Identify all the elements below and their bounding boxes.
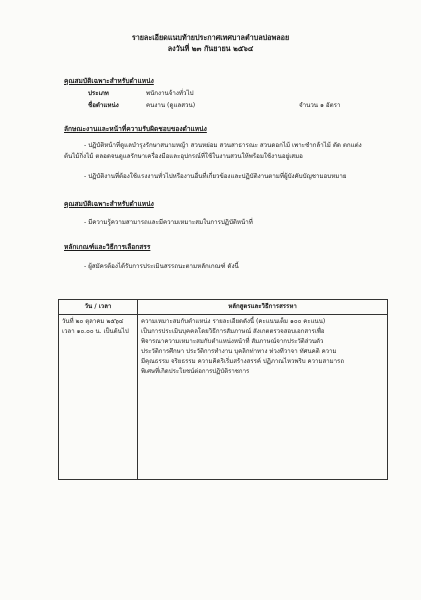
column-header-date: วัน / เวลา [59, 300, 138, 315]
table-row [59, 315, 388, 480]
method-line: ความเหมาะสมกับตำแหน่ง รายละเอียดดังนี้ (คะแนนเต็ม ๑๐๐ คะแนน) [141, 318, 326, 325]
duty-item-1-line-1: - ปฏิบัติหน้าที่ดูแลบำรุงรักษาสนามหญ้า สวนหย่อม สวนสาธารณะ สวนดอกไม้ เพาะชำกล้าไม้ ตัด ตกแต่ง [84, 142, 362, 149]
method-line: พิจารณาความเหมาะสมกับตำแหน่งหน้าที่ สัมภาษณ์จากประวัติส่วนตัว [141, 338, 324, 345]
specific-item: - มีความรู้ความสามารถและมีความเหมาะสมในการปฏิบัติหน้าที่ [84, 219, 253, 226]
duty-item-2: - ปฏิบัติงานที่ต้องใช้แรงงานทั่วไปหรืองานอื่นที่เกี่ยวข้องและปฏิบัติงานตามที่ผู้บังคับบัญชามอบหมาย [84, 173, 347, 180]
date-cell [59, 315, 138, 480]
method-line: มีคุณธรรม จริยธรรม ความคิดริเริ่มสร้างสรรค์ ปฏิภาณไหวพริบ ความสามารถ [141, 358, 345, 365]
section-heading-specific: คุณสมบัติเฉพาะสำหรับตำแหน่ง [64, 200, 154, 208]
type-value: พนักงานจ้างทั่วไป [146, 90, 194, 97]
column-header-method: หลักสูตรและวิธีการสรรหา [138, 300, 388, 315]
time-line: เวลา ๑๐.๐๐ น. เป็นต้นไป [62, 328, 129, 335]
position-label: ชื่อตำแหน่ง [88, 102, 119, 109]
criteria-text: - ผู้สมัครต้องได้รับการประเมินสรรถนะตามหลักเกณฑ์ ดังนี้ [84, 263, 239, 270]
section-heading-duties: ลักษณะงานและหน้าที่ความรับผิดชอบของตำแหน่ง [64, 125, 207, 133]
position-value: คนงาน (ดูแลสวน) [146, 102, 196, 109]
section-heading-criteria: หลักเกณฑ์และวิธีการเลือกสรร [64, 243, 151, 251]
position-count: จำนวน ๑ อัตรา [299, 102, 341, 109]
method-line: เป็นการประเมินบุคคลโดยวิธีการสัมภาษณ์ สังเกตตรวจสอบเอกสารเพื่อ [141, 328, 325, 335]
document-date: ลงวันที่ ๒๓ กันยายน ๒๕๖๔ [167, 44, 254, 53]
schedule-table [58, 299, 388, 480]
method-line: ประวัติการศึกษา ประวัติการทำงาน บุคลิกท่าทาง ท่วงทีวาจา ทัศนคติ ความ [141, 348, 337, 355]
date-line: วันที่ ๒๐ ตุลาคม ๒๕๖๔ [62, 318, 124, 325]
type-label: ประเภท [88, 90, 109, 97]
table-header-row [59, 300, 388, 315]
section-heading-qualifications: คุณสมบัติเฉพาะสำหรับตำแหน่ง [64, 77, 154, 85]
method-line: พิเศษที่เกิดประโยชน์ต่อการปฏิบัติราชการ [141, 368, 250, 375]
method-cell [138, 315, 388, 480]
duty-item-1-line-2: ต้นไม้กิ่งไม้ ตลอดจนดูแลรักษาเครื่องมือและอุปกรณ์ที่ใช้ในงานสวนให้พร้อมใช้งานอยู่เสมอ [64, 153, 303, 160]
document-title: รายละเอียดแนบท้ายประกาศเทศบาลตำบลบ่อพลอย [131, 33, 290, 42]
